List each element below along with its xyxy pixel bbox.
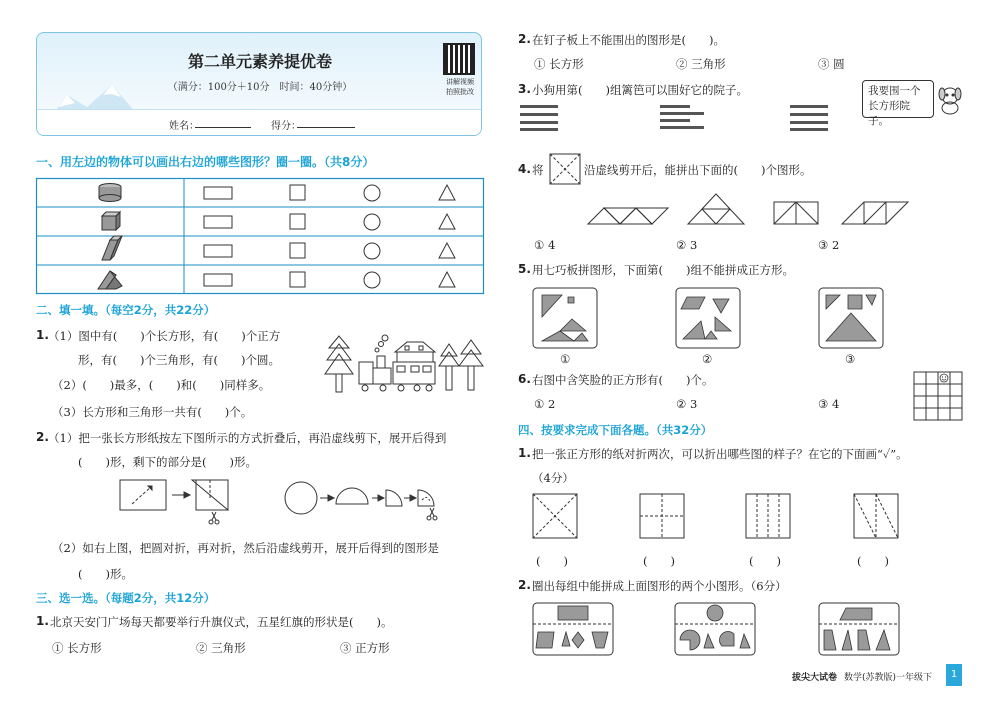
s3-q2-number: 2. — [518, 32, 531, 46]
s3-q2-text: 在钉子板上不能围出的图形是( )。 — [532, 33, 725, 47]
section4-heading: 四、按要求完成下面各题。（共32分） — [518, 423, 713, 437]
s3-q1-text: 北京天安门广场每天都要举行升旗仪式，五星红旗的形状是( )。 — [50, 615, 393, 629]
name-field[interactable] — [195, 127, 251, 128]
tangram-option-3[interactable] — [818, 287, 884, 349]
score-field[interactable] — [297, 127, 355, 128]
train-scene-illustration — [325, 332, 485, 394]
s2-q1-line1: （1）图中有( )个长方形，有( )个正方 — [48, 329, 281, 343]
fence-group-1[interactable] — [520, 105, 560, 131]
s3-q5-text: 用七巧板拼图形，下面第( )组不能拼成正方形。 — [532, 263, 794, 277]
cuboid-object — [102, 236, 122, 260]
qr-caption-2: 拍照批改 — [446, 88, 474, 96]
name-score-strip — [37, 109, 482, 136]
compose-group-1[interactable] — [532, 602, 614, 656]
s3-q1-option-2[interactable]: ② 三角形 — [196, 641, 246, 655]
page-title: 第二单元素养提优卷 — [187, 52, 332, 71]
smiley-icon — [940, 374, 948, 382]
s2-q2-line3: （2）如右上图，把圆对折，再对折，然后沿虚线剪开，展开后得到的图形是 — [52, 541, 439, 555]
page-subtitle: （满分：100分＋10分 时间：40分钟） — [167, 82, 353, 93]
s3-q4-text-b: 沿虚线剪开后，能拼出下面的( )个图形。 — [584, 163, 812, 177]
header-box — [36, 32, 482, 136]
tangram-option-2[interactable] — [675, 287, 741, 349]
s3-q1-option-3[interactable]: ③ 正方形 — [340, 641, 390, 655]
tangram-option-1[interactable] — [532, 287, 598, 349]
fence-group-2[interactable] — [660, 105, 710, 131]
folded-square-4[interactable] — [854, 494, 900, 540]
score-label: 得分： — [271, 121, 301, 132]
name-label: 姓名： — [169, 121, 199, 132]
section2-heading: 二、填一填。（每空2分，共22分） — [36, 303, 216, 317]
folded-square-1[interactable] — [533, 494, 579, 540]
s2-q1-line4: （3）长方形和三角形一共有( )个。 — [52, 405, 253, 419]
folded-square-2[interactable] — [640, 494, 686, 540]
s3-q1-number: 1. — [36, 614, 49, 628]
prism-object — [98, 271, 122, 289]
page-number-text: 1 — [950, 669, 958, 680]
s3-q4-option-2[interactable]: ② 3 — [676, 238, 698, 252]
s3-q2-option-3[interactable]: ③ 圆 — [818, 57, 845, 71]
footer-subject: 数学(苏教版)一年级下 — [844, 673, 933, 683]
s2-q1-line2: 形，有( )个三角形，有( )个圆。 — [78, 353, 280, 367]
qr-caption-1: 讲解视频 — [446, 78, 474, 86]
paper-fold-diagram — [120, 478, 240, 524]
s2-q2-line1: （1）把一张长方形纸按左下图所示的方式折叠后，再沿虚线剪下，展开后得到 — [48, 431, 447, 445]
folded-square-3[interactable] — [746, 494, 792, 540]
s2-q2-number: 2. — [36, 430, 49, 444]
s3-q6-option-1[interactable]: ① 2 — [534, 397, 556, 411]
compose-group-2[interactable] — [674, 602, 756, 656]
s3-q2-option-1[interactable]: ① 长方形 — [534, 57, 584, 71]
s3-q4-text-a: 将 — [532, 163, 544, 177]
answer-blank-2[interactable]: ( ) — [643, 554, 675, 568]
s3-q3-text: 小狗用第( )组篱笆可以围好它的院子。 — [532, 83, 748, 97]
speech-bubble — [862, 80, 934, 127]
smiley-grid — [914, 372, 964, 422]
qr-code[interactable] — [445, 45, 473, 73]
s3-q5-number: 5. — [518, 262, 531, 276]
cube-object — [102, 212, 120, 230]
s3-q4-option-1[interactable]: ① 4 — [534, 238, 556, 252]
s3-q4-number: 4. — [518, 162, 531, 176]
section1-heading: 一、用左边的物体可以画出右边的哪些图形？圈一圈。（共8分） — [36, 155, 375, 169]
s2-q2-line2: ( )形，剩下的部分是( )形。 — [78, 455, 257, 469]
cylinder-object — [99, 184, 121, 202]
s2-q1-number: 1. — [36, 328, 49, 342]
circle-fold-diagram — [284, 478, 444, 524]
answer-blank-1[interactable]: ( ) — [536, 554, 568, 568]
tangram-label-2: ② — [702, 352, 713, 366]
s4-q1-text: 把一张正方形的纸对折两次，可以折出哪些图的样子？在它的下面画“✓”。 — [532, 447, 908, 461]
shapes-table — [36, 178, 484, 294]
s3-q1-option-1[interactable]: ① 长方形 — [52, 641, 102, 655]
s2-q2-line4: ( )形。 — [78, 567, 133, 581]
answer-blank-4[interactable]: ( ) — [857, 554, 889, 568]
s3-q6-option-2[interactable]: ② 3 — [676, 397, 698, 411]
s4-q1-score: （4分） — [532, 471, 574, 485]
tangram-label-3: ③ — [845, 352, 856, 366]
s3-q6-option-3[interactable]: ③ 4 — [818, 397, 840, 411]
s4-q2-number: 2. — [518, 578, 531, 592]
s2-q1-line3: （2）( )最多，( )和( )同样多。 — [52, 378, 271, 392]
s4-q1-number: 1. — [518, 446, 531, 460]
s3-q6-text: 右图中含笑脸的正方形有( )个。 — [532, 373, 714, 387]
s3-q2-option-2[interactable]: ② 三角形 — [676, 57, 726, 71]
s4-q2-text: 圈出每组中能拼成上面图形的两个小图形。（6分） — [532, 579, 787, 593]
dog-icon — [936, 84, 966, 116]
compose-group-3[interactable] — [818, 602, 900, 656]
tangram-label-1: ① — [560, 352, 571, 366]
section3-heading: 三、选一选。（每题2分，共12分） — [36, 591, 216, 605]
s3-q3-number: 3. — [518, 82, 531, 96]
s3-q6-number: 6. — [518, 372, 531, 386]
speech-bubble-text: 我要围一个长方形院子。 — [868, 85, 921, 127]
square-with-diagonals-icon — [550, 154, 580, 184]
s3-q4-option-3[interactable]: ③ 2 — [818, 238, 840, 252]
footer-brand: 拔尖大试卷 — [792, 673, 838, 683]
answer-blank-3[interactable]: ( ) — [749, 554, 781, 568]
fence-group-3[interactable] — [790, 105, 830, 131]
triangle-patterns — [588, 194, 928, 226]
page-number — [946, 664, 962, 686]
